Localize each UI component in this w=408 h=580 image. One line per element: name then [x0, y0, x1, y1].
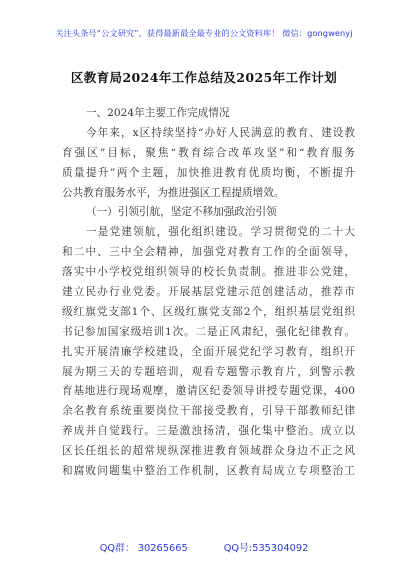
paragraph-line: 一是党建领航，强化组织建设。学习贯彻党的二十大 — [86, 226, 355, 239]
top-banner: 关注头条号“公文研究”，获得最新最全最专业的公文资料库！ 微信：gongwenyj — [55, 28, 353, 38]
qq-group: QQ群： 30265665 — [99, 543, 188, 554]
paragraph-line: 书记参加国家级培训1次。二是正风肃纪，强化纪律教育。 — [62, 325, 355, 338]
paragraph-line: 育基地进行现场观摩，邀请区纪委领导讲授专题党课，400 — [62, 385, 355, 398]
paragraph-line: 公共教育服务水平，为推进强区工程提质增效。 — [62, 186, 285, 199]
paragraph-line: 扎实开展清廉学校建设，全面开展党纪学习教育，组织开 — [62, 345, 355, 358]
paragraph-line: 养成并自觉践行。三是激浊扬清，强化集中整治。成立以 — [62, 425, 355, 438]
paragraph-line: 和二中、三中全会精神，加强党对教育工作的全面领导， — [62, 246, 355, 259]
paragraph-line: 今年来，x区持续坚持“办好人民满意的教育、建设教 — [86, 126, 355, 139]
paragraph-line: 级红旗党支部1个、区级红旗党支部2个，组织基层党组织 — [62, 305, 355, 318]
paragraph-line: 区长任组长的超常规纵深推进教育领域群众身边不正之风 — [62, 445, 355, 458]
paragraph-line: 展为期三天的专题培训，观看专题警示教育片，到警示教 — [62, 365, 355, 378]
paragraph-line: 落实中小学校党组织领导的校长负责制。推进非公党建， — [62, 266, 355, 279]
section-heading: 一、2024年主要工作完成情况 — [86, 107, 230, 119]
paragraph-line: 建立民办行业党委。开展基层党建示范创建活动，推荐市 — [62, 286, 355, 299]
document-body — [62, 104, 355, 482]
subsection-heading: （一）引领引航，坚定不移加强政治引领 — [86, 206, 277, 219]
paragraph-line: 质量提升”两个主题，加快推进教育优质均衡，不断提升 — [62, 166, 355, 179]
paragraph-line: 余名教育系统重要岗位干部接受教育，引导干部教师纪律 — [62, 405, 355, 418]
footer-contacts — [0, 540, 408, 554]
paragraph-line: 和腐败问题集中整治工作机制，区教育局成立专项整治工 — [62, 465, 355, 478]
paragraph-line: 育强区”目标，聚焦“教育综合改革攻坚”和“教育服务 — [62, 146, 355, 159]
qq-number: QQ号:535304092 — [223, 543, 309, 554]
document-title: 区教育局2024年工作总结及2025年工作计划 — [70, 70, 338, 85]
